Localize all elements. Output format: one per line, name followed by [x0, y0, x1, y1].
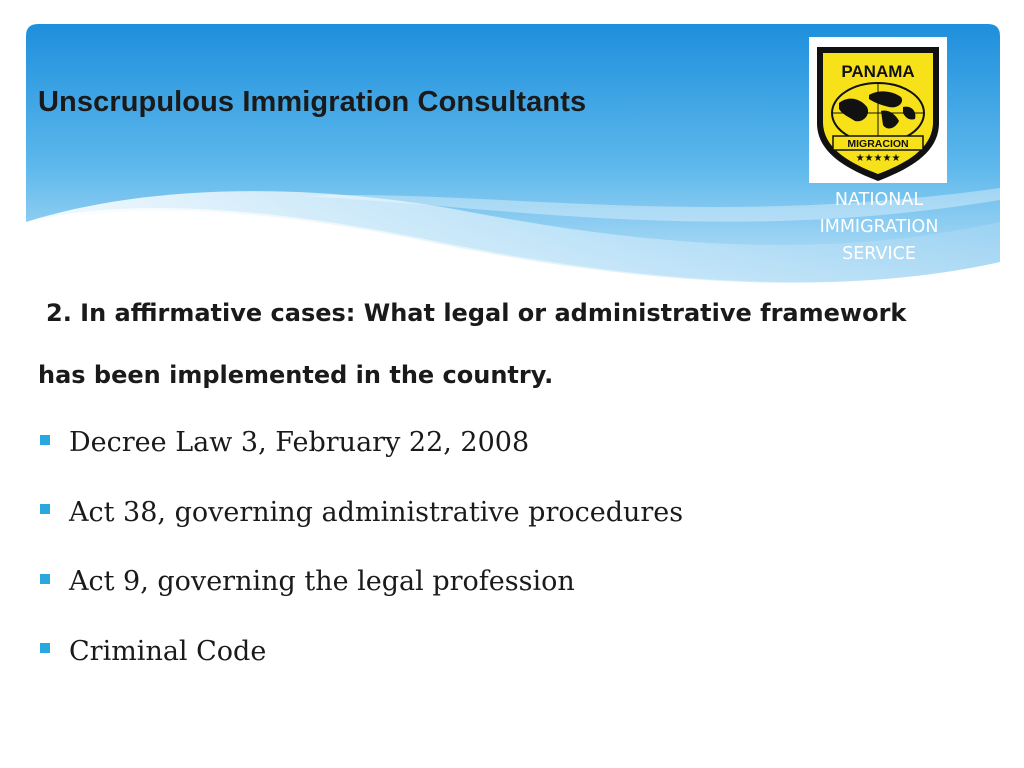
bullet-text: Criminal Code: [69, 635, 267, 667]
question-line-2: has been implemented in the country.: [38, 361, 554, 389]
bullet-text: Decree Law 3, February 22, 2008: [69, 427, 530, 459]
square-bullet-icon: [40, 504, 50, 514]
logo-top-text: PANAMA: [841, 62, 915, 81]
bullet-list: [40, 408, 683, 686]
world-map-shield-icon: [832, 83, 924, 143]
list-item: [40, 408, 683, 478]
panama-migracion-logo: [809, 37, 947, 183]
logo-stars: ★★★★★: [855, 153, 901, 164]
list-item: [40, 617, 683, 687]
list-item: [40, 547, 683, 617]
square-bullet-icon: [40, 574, 50, 584]
agency-line: IMMIGRATION: [819, 217, 939, 237]
square-bullet-icon: [40, 435, 50, 445]
logo-banner-text: MIGRACION: [847, 138, 909, 150]
agency-caption: [790, 187, 968, 268]
bullet-text: Act 38, governing administrative procedures: [69, 496, 684, 528]
question-text: [38, 282, 998, 406]
agency-line: NATIONAL: [834, 190, 924, 210]
list-item: [40, 478, 683, 548]
question-line-1: 2. In affirmative cases: What legal or administrative framework: [46, 299, 907, 327]
agency-line: SERVICE: [842, 244, 916, 264]
bullet-text: Act 9, governing the legal profession: [69, 566, 575, 598]
square-bullet-icon: [40, 643, 50, 653]
slide-title: Unscrupulous Immigration Consultants: [38, 86, 587, 118]
